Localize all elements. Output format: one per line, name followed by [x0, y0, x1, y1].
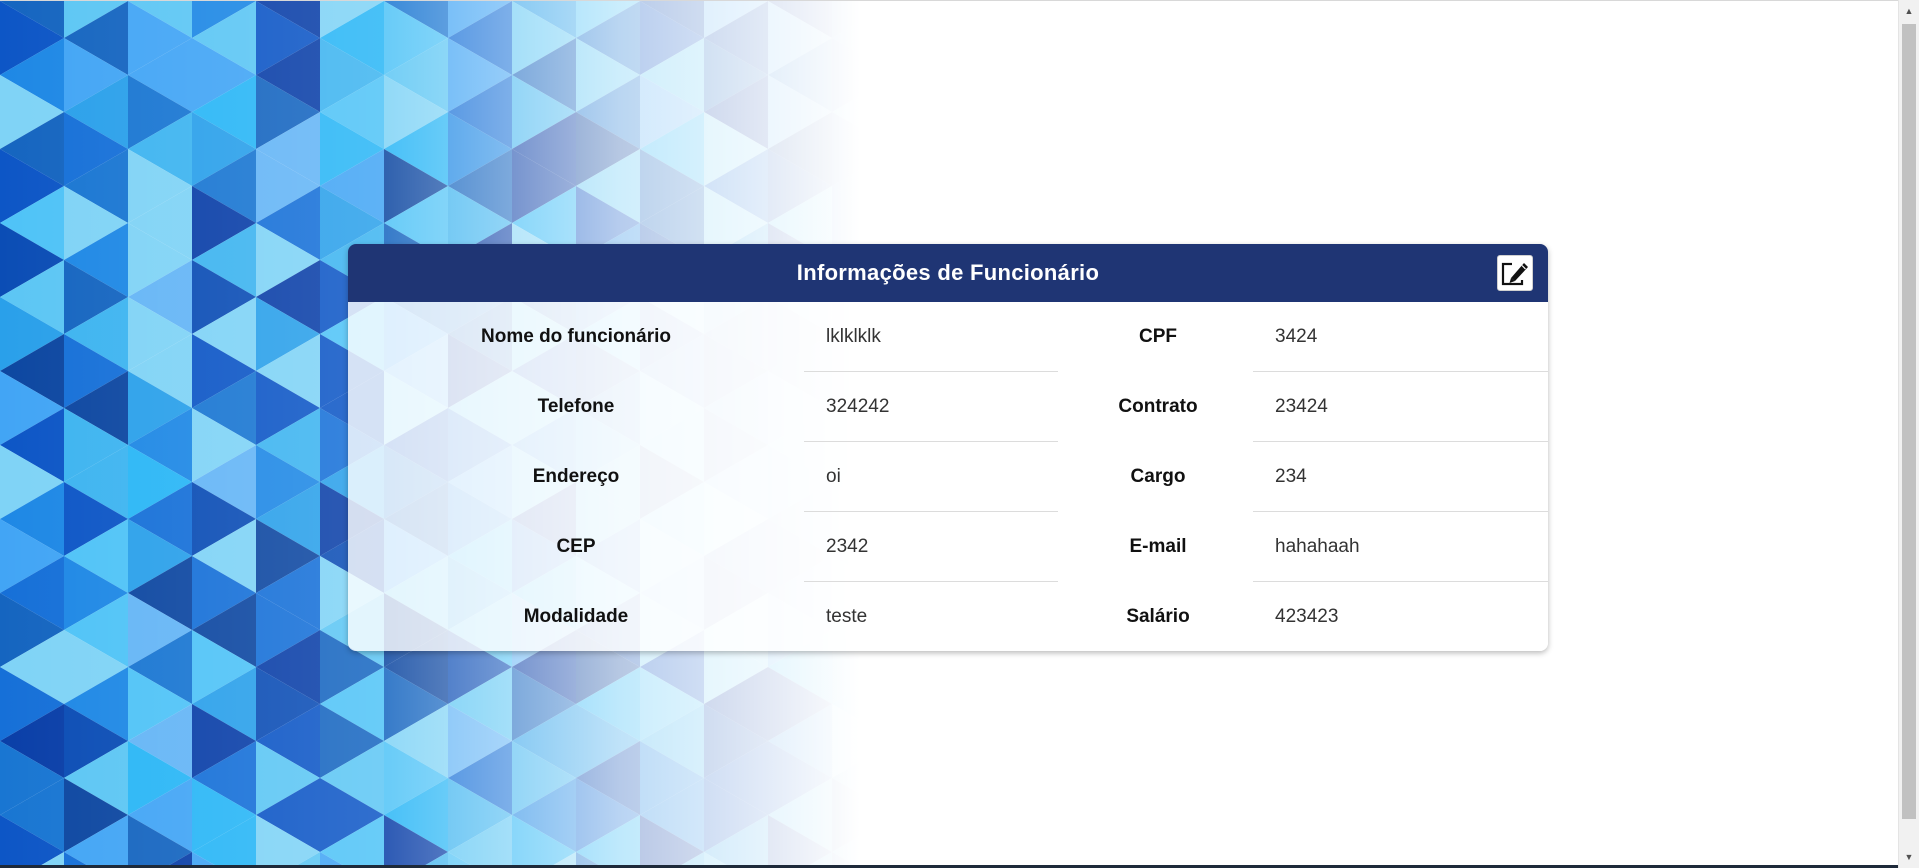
pencil-square-icon [1500, 258, 1530, 288]
label-contrato: Contrato [1118, 395, 1198, 417]
scroll-up-arrow-icon[interactable]: ▲ [1904, 6, 1914, 16]
value-endereco: oi [826, 465, 841, 487]
card-body [348, 302, 1548, 651]
label-cpf: CPF [1139, 325, 1177, 347]
info-row [348, 372, 1548, 442]
info-row [348, 442, 1548, 512]
label-email: E-mail [1129, 535, 1187, 557]
value-telefone: 324242 [826, 395, 890, 417]
label-endereco: Endereço [532, 465, 620, 487]
value-email: hahahaah [1275, 535, 1360, 557]
vertical-scrollbar[interactable] [1898, 0, 1919, 868]
info-row [348, 512, 1548, 582]
info-row [348, 302, 1548, 372]
value-cep: 2342 [826, 535, 869, 557]
value-salario: 423423 [1275, 605, 1339, 627]
label-modalidade: Modalidade [523, 605, 629, 627]
info-row [348, 582, 1548, 651]
card-header [348, 244, 1548, 302]
value-modalidade: teste [826, 605, 868, 627]
label-nome: Nome do funcionário [481, 325, 671, 347]
value-cpf: 3424 [1275, 325, 1318, 347]
value-nome: lklklklk [826, 325, 881, 347]
employee-info-card [348, 244, 1548, 651]
label-cargo: Cargo [1130, 465, 1186, 487]
scroll-down-arrow-icon[interactable]: ▼ [1904, 852, 1914, 862]
label-cep: CEP [556, 535, 596, 557]
edit-button[interactable] [1497, 255, 1533, 291]
label-salario: Salário [1126, 605, 1190, 627]
label-telefone: Telefone [537, 395, 615, 417]
scroll-thumb[interactable] [1902, 24, 1916, 819]
value-cargo: 234 [1275, 465, 1307, 487]
value-contrato: 23424 [1275, 395, 1328, 417]
card-title: Informações de Funcionário [796, 260, 1100, 285]
